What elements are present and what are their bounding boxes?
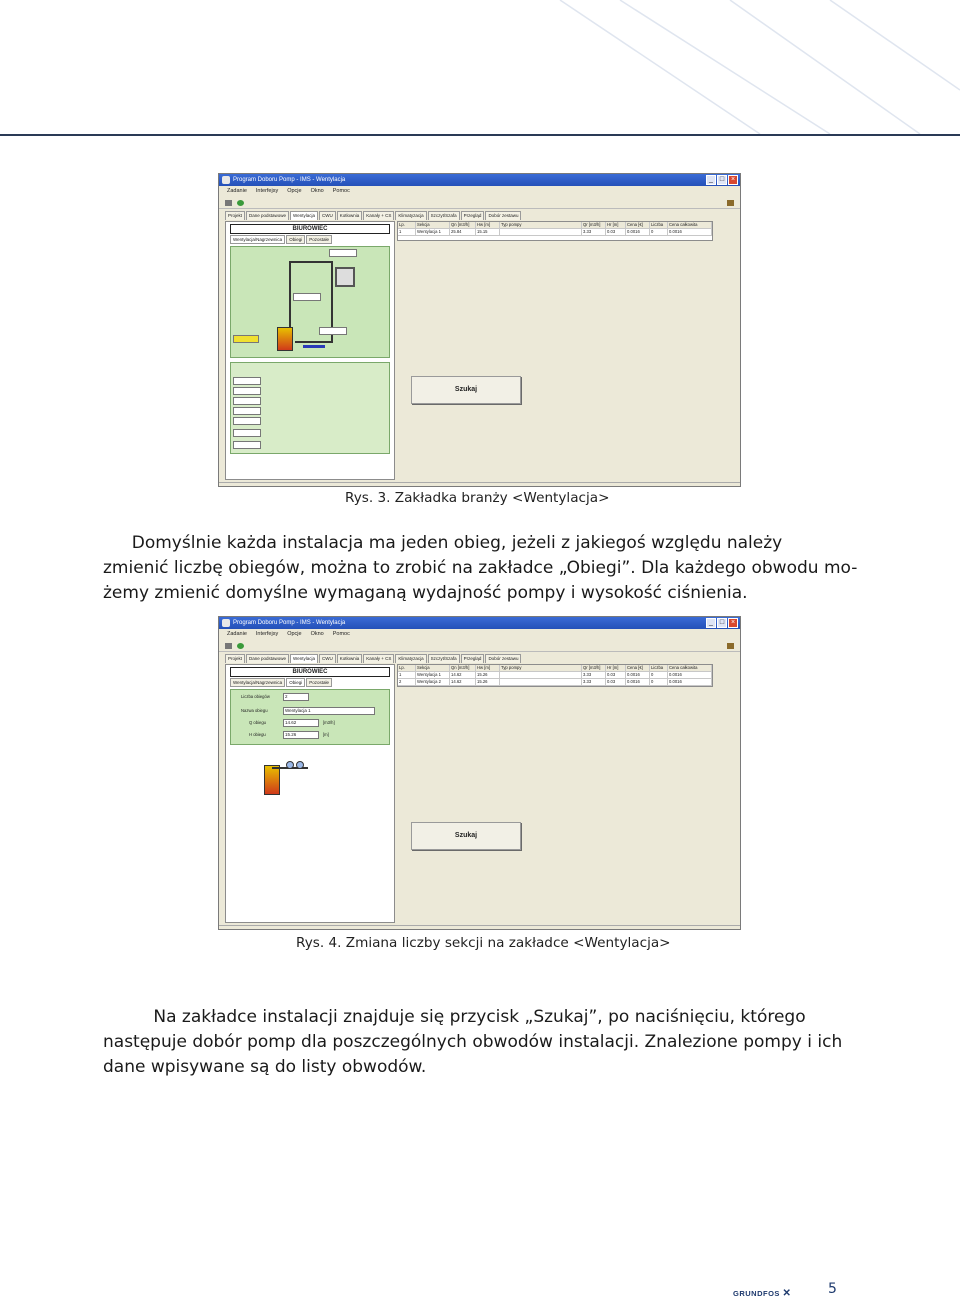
window-titlebar	[219, 617, 740, 629]
tab-przeglad[interactable]: Przegląd	[461, 654, 485, 663]
menu-item[interactable]: Okno	[310, 631, 324, 637]
maximize-button[interactable]: □	[717, 618, 727, 628]
grid-cell: 2	[398, 679, 416, 685]
grid-cell: 0	[650, 672, 668, 678]
tab-cwu[interactable]: CWU	[319, 211, 336, 220]
grid-header-row	[398, 222, 712, 229]
schematic-diagram	[230, 246, 390, 358]
grid-header: Hr [m]	[606, 665, 626, 671]
grid-cell: 3.33	[582, 672, 606, 678]
figure-caption-4: Rys. 4. Zmiana liczby sekcji na zakładce <Wentylacja>	[296, 935, 671, 951]
tab-przeglad[interactable]: Przegląd	[461, 211, 485, 220]
tab-klimatyzacja[interactable]: Klimatyzacja	[395, 211, 426, 220]
grid-cell: 25.84	[450, 229, 476, 235]
heat-power-input[interactable]	[233, 335, 259, 343]
menu-item[interactable]: Okno	[310, 188, 324, 194]
subtab-pozostale[interactable]: Pozostałe	[306, 235, 332, 244]
grid-cell	[500, 229, 582, 235]
grid-cell: 0.03	[606, 672, 626, 678]
grid-header: Hw [m]	[476, 665, 500, 671]
grid-header: Hr [m]	[606, 222, 626, 228]
circuit-h-unit: [m]	[323, 732, 329, 737]
tab-dane-podstawowe[interactable]: Dane podstawowe	[246, 654, 289, 663]
heat-exchanger-icon	[335, 267, 355, 287]
grid-cell: 0.0016	[626, 672, 650, 678]
boiler-icon	[264, 765, 280, 795]
subtab-obiegi[interactable]: Obiegi	[286, 678, 305, 687]
grid-cell	[500, 672, 582, 678]
tab-wentylacja[interactable]: Wentylacja	[290, 654, 318, 663]
field-2[interactable]	[233, 387, 261, 395]
tab-szczyt[interactable]: Szczyt/Szafa	[428, 211, 460, 220]
screenshot-circuits-tab	[218, 616, 741, 930]
search-button[interactable]: Szukaj	[411, 822, 521, 850]
circuit-q-label: Q obiegu	[249, 720, 266, 725]
circuit-count-input[interactable]: 2	[283, 693, 309, 701]
grid-cell: 0	[650, 679, 668, 685]
grid-cell: 0.0016	[668, 672, 712, 678]
grid-cell: 0.03	[606, 679, 626, 685]
grid-header: Lp.	[398, 665, 416, 671]
grid-header-row	[398, 665, 712, 672]
tab-dane-podstawowe[interactable]: Dane podstawowe	[246, 211, 289, 220]
installation-title: BIUROWIEC	[230, 667, 390, 677]
client-area	[219, 652, 740, 929]
menu-item[interactable]: Pomoc	[332, 188, 350, 194]
circuit-settings-box	[230, 689, 390, 745]
grid-cell: Wentylacja 2	[416, 679, 450, 685]
grid-header: Typ pompy	[500, 665, 582, 671]
paragraph-line: dane wpisywane są do listy obwodów.	[103, 1057, 427, 1077]
installation-panel	[225, 664, 395, 923]
subtabs	[230, 235, 332, 244]
field-1[interactable]	[233, 377, 261, 385]
toolbar	[219, 197, 740, 209]
grid-cell: 1	[398, 229, 416, 235]
menu-item[interactable]: Interfejsy	[255, 188, 279, 194]
field-4[interactable]	[233, 407, 261, 415]
grid-header: Qn [m3/h]	[450, 665, 476, 671]
pump-icon	[286, 761, 294, 769]
menu-bar	[219, 186, 740, 197]
grundfos-logo	[733, 1288, 791, 1299]
window-title: Program Doboru Pomp - IMS - Wentylacja	[233, 620, 346, 626]
menu-item[interactable]: Opcje	[287, 188, 302, 194]
grid-cell: 3.33	[582, 229, 606, 235]
tab-dobor[interactable]: Dobór zestawu	[485, 211, 521, 220]
grid-header: Qr [m3/h]	[582, 665, 606, 671]
figure-caption-3: Rys. 3. Zakładka branży <Wentylacja>	[345, 490, 610, 506]
menu-item[interactable]: Interfejsy	[255, 631, 279, 637]
paragraph-circuits	[103, 531, 863, 606]
boiler-settings-box	[230, 362, 390, 454]
print-icon[interactable]	[225, 200, 232, 206]
screenshot-ventilation-tab	[218, 173, 741, 487]
lock-icon[interactable]	[727, 200, 734, 206]
paragraph-line: żemy zmienić domyślne wymaganą wydajność pompy i wysokość ciśnienia.	[103, 583, 748, 603]
grid-cell: 1	[398, 672, 416, 678]
run-icon[interactable]	[237, 200, 244, 206]
paragraph-line: Na zakładce instalacji znajduje się przycisk „Szukaj”, po naciśnięciu, którego	[153, 1007, 806, 1027]
grid-cell: 0.0016	[626, 679, 650, 685]
logo-mark-icon: ✕	[782, 1288, 792, 1299]
table-row[interactable]	[398, 679, 712, 686]
field-7[interactable]	[233, 441, 261, 449]
supply-temperature-input[interactable]	[293, 293, 321, 301]
minimize-button[interactable]: _	[706, 618, 716, 628]
table-row[interactable]	[398, 672, 712, 679]
grid-cell	[500, 679, 582, 685]
grid-header: Liczba	[650, 222, 668, 228]
status-bar	[219, 925, 740, 929]
window-title: Program Doboru Pomp - IMS - Wentylacja	[233, 177, 346, 183]
tab-kanaly[interactable]: Kanały + CS	[363, 654, 394, 663]
circuit-count-label: Liczba obiegów	[241, 694, 270, 699]
grid-cell: 14.62	[450, 679, 476, 685]
tab-klimatyzacja[interactable]: Klimatyzacja	[395, 654, 426, 663]
tab-szczyt[interactable]: Szczyt/Szafa	[428, 654, 460, 663]
header-rule	[0, 134, 960, 136]
grid-cell: 15.26	[476, 672, 500, 678]
app-icon	[222, 619, 230, 627]
grid-cell: 0.0016	[626, 229, 650, 235]
results-area	[397, 664, 734, 923]
circuit-q-input[interactable]: 14.62	[283, 719, 319, 727]
decorative-lines	[500, 0, 960, 134]
main-tabs	[225, 654, 734, 663]
grid-header: Sekcja	[416, 665, 450, 671]
client-area	[219, 209, 740, 486]
print-icon[interactable]	[225, 643, 232, 649]
tab-projekt[interactable]: Projekt	[225, 654, 245, 663]
boiler-icon	[277, 327, 293, 351]
tab-kotlownia[interactable]: Kotłownia	[337, 654, 363, 663]
grid-cell: Wentylacja 1	[416, 672, 450, 678]
grid-header: Qr [m3/h]	[582, 222, 606, 228]
circuit-h-input[interactable]: 15.26	[283, 731, 319, 739]
installation-title: BIUROWIEC	[230, 224, 390, 234]
tab-wentylacja[interactable]: Wentylacja	[290, 211, 318, 220]
grid-cell: 15.26	[476, 679, 500, 685]
grid-cell: Wentylacja 1	[416, 229, 450, 235]
grid-header: Liczba	[650, 665, 668, 671]
results-area	[397, 221, 734, 480]
paragraph-line: zmienić liczbę obiegów, można to zrobić na zakładce „Obiegi”. Dla każdego obwodu mo-	[103, 558, 858, 578]
grid-cell: 0.0016	[668, 229, 712, 235]
subtab-obiegi[interactable]: Obiegi	[286, 235, 305, 244]
table-row-empty	[398, 236, 712, 240]
temperature-input[interactable]	[329, 249, 357, 257]
menu-item[interactable]: Pomoc	[332, 631, 350, 637]
menu-item[interactable]: Opcje	[287, 631, 302, 637]
grid-header: Cena całkowita	[668, 665, 712, 671]
grid-header: Hw [m]	[476, 222, 500, 228]
toolbar	[219, 640, 740, 652]
field-3[interactable]	[233, 397, 261, 405]
schematic-diagram	[230, 749, 390, 821]
tab-dobor[interactable]: Dobór zestawu	[485, 654, 521, 663]
circuit-name-label: Nazwa obiegu	[241, 708, 268, 713]
grid-header: Lp.	[398, 222, 416, 228]
run-icon[interactable]	[237, 643, 244, 649]
pipe	[289, 261, 333, 263]
field-6[interactable]	[233, 429, 261, 437]
window-titlebar	[219, 174, 740, 186]
subtab-pozostale[interactable]: Pozostałe	[306, 678, 332, 687]
lock-icon[interactable]	[727, 643, 734, 649]
tab-kotlownia[interactable]: Kotłownia	[337, 211, 363, 220]
pipe	[295, 341, 333, 343]
tab-cwu[interactable]: CWU	[319, 654, 336, 663]
field-5[interactable]	[233, 417, 261, 425]
minimize-button[interactable]: _	[706, 175, 716, 185]
subtab-nagrzewnica[interactable]: Wentylacja/Nagrzewnica	[230, 678, 285, 687]
search-button[interactable]: Szukaj	[411, 376, 521, 404]
main-tabs	[225, 211, 734, 220]
grid-cell: 3.33	[582, 679, 606, 685]
logo-text: GRUNDFOS	[733, 1289, 780, 1298]
flow-arrow-icon	[303, 345, 325, 348]
circuits-grid	[397, 664, 713, 687]
grid-header: Qn [m3/h]	[450, 222, 476, 228]
status-bar	[219, 482, 740, 486]
grid-cell: 14.62	[450, 672, 476, 678]
pump-icon	[296, 761, 304, 769]
grid-header: Cena [€]	[626, 665, 650, 671]
menu-item[interactable]: Zadanie	[227, 631, 247, 637]
installation-panel	[225, 221, 395, 480]
circuit-h-label: H obiegu	[249, 732, 266, 737]
grid-cell: 0.03	[606, 229, 626, 235]
grid-header: Sekcja	[416, 222, 450, 228]
paragraph-line: następuje dobór pomp dla poszczególnych obwodów instalacji. Znalezione pompy i ich	[103, 1032, 843, 1052]
tab-projekt[interactable]: Projekt	[225, 211, 245, 220]
close-button[interactable]: ×	[728, 618, 738, 628]
close-button[interactable]: ×	[728, 175, 738, 185]
table-row[interactable]	[398, 229, 712, 236]
maximize-button[interactable]: □	[717, 175, 727, 185]
subtabs	[230, 678, 332, 687]
grid-cell: 15.15	[476, 229, 500, 235]
circuits-grid	[397, 221, 713, 241]
page-number: 5	[828, 1281, 837, 1297]
circuit-name-input[interactable]: Wentylacja 1	[283, 707, 375, 715]
paragraph-line: Domyślnie każda instalacja ma jeden obieg, jeżeli z jakiegoś względu należy	[131, 533, 783, 553]
grid-cell: 0	[650, 229, 668, 235]
menu-bar	[219, 629, 740, 640]
grid-header: Typ pompy	[500, 222, 582, 228]
menu-item[interactable]: Zadanie	[227, 188, 247, 194]
grid-header: Cena całkowita	[668, 222, 712, 228]
app-icon	[222, 176, 230, 184]
circuit-q-unit: [m3/h]	[323, 720, 335, 725]
paragraph-search	[103, 1005, 863, 1080]
tab-kanaly[interactable]: Kanały + CS	[363, 211, 394, 220]
grid-header: Cena [€]	[626, 222, 650, 228]
subtab-nagrzewnica[interactable]: Wentylacja/Nagrzewnica	[230, 235, 285, 244]
grid-cell: 0.0016	[668, 679, 712, 685]
required-flow-input[interactable]	[319, 327, 347, 335]
